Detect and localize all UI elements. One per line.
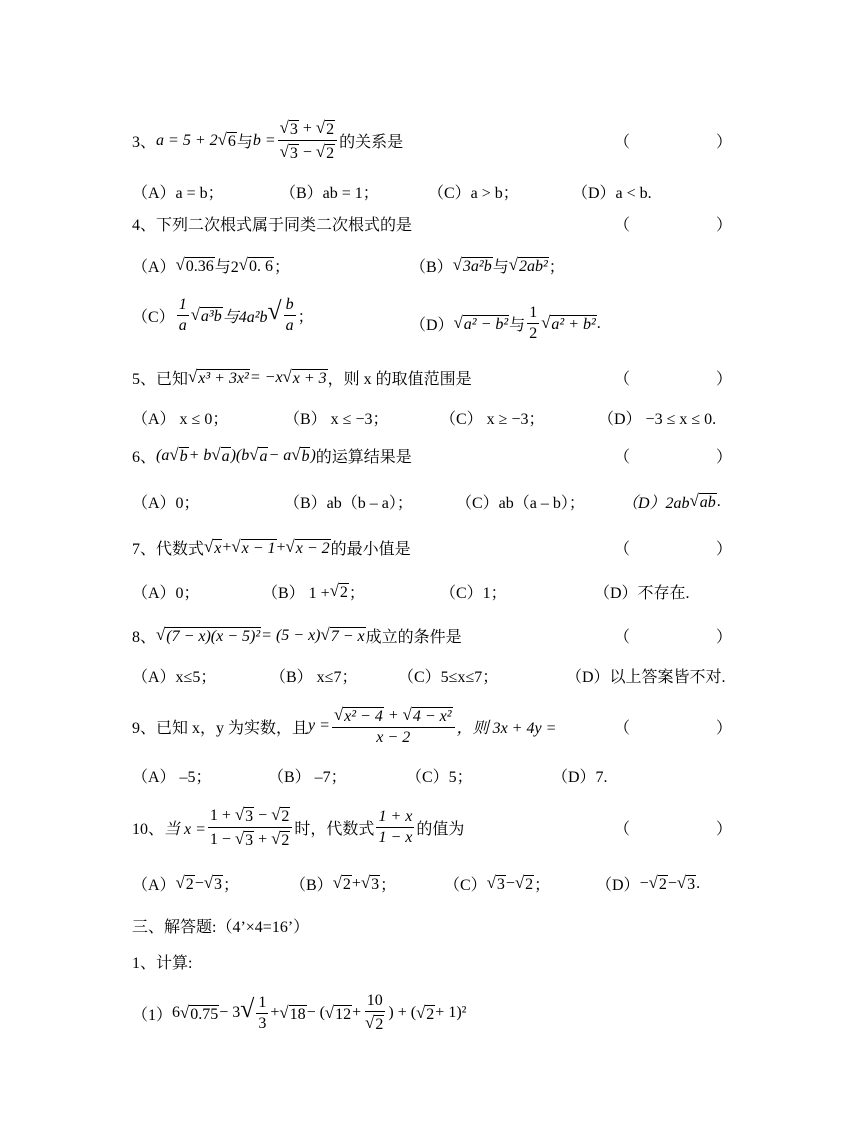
q3-option-d[interactable]: （D）a < b. <box>572 185 652 202</box>
q3-option-b[interactable]: （B）ab = 1； <box>280 185 379 202</box>
q7-option-a[interactable]: （A）0； <box>132 585 200 602</box>
q4-option-d[interactable]: （D） √ a² − b² 与 $\frac{1}{2}$ √ a² + b² . <box>410 304 601 343</box>
q3-fraction: √ 3 + √ 2 √ 3 − √ 2 <box>278 118 337 164</box>
question-number: 3、 <box>132 134 157 152</box>
q7-option-c[interactable]: （C）1； <box>440 585 507 602</box>
answer-blank[interactable]: （ ） <box>613 449 732 466</box>
q9-option-d[interactable]: （D）7. <box>552 769 608 786</box>
q7-option-d[interactable]: （D）不存在. <box>594 585 690 602</box>
q5-option-d[interactable]: （D） −3 ≤ x ≤ 0. <box>598 411 717 428</box>
answer-blank[interactable]: （ ） <box>613 629 732 646</box>
question-6: 6、 (a √ b + b √ a )(b √ a − a √ b ) 的运算结果是 （ ） <box>132 445 732 466</box>
q3-expr-b-label: b = <box>252 131 276 149</box>
q3-option-c[interactable]: （C）a > b； <box>428 185 519 202</box>
answer-blank[interactable]: （ ） <box>613 134 732 152</box>
question-4 <box>132 212 732 235</box>
answer-blank[interactable]: （ ） <box>613 821 732 839</box>
section-heading: 三、解答题:（4’×4=16’） <box>132 919 310 936</box>
q6-option-c[interactable]: （C）ab（a – b）； <box>456 495 585 512</box>
q10-option-b[interactable]: （B） √ 2 + √ 3 ； <box>290 873 397 894</box>
q6-option-d[interactable]: （D）2ab √ ab . <box>622 491 721 512</box>
q3-option-a[interactable]: （A）a = b； <box>132 185 224 202</box>
q8-option-b[interactable]: （B） x≤7； <box>270 669 358 686</box>
question-7: 7、 代数式 √ x + √ x − 1 + √ x − 2 的最小值是 （ ） <box>132 537 732 558</box>
q4-option-a[interactable]: （A） √ 0.36 与2 √ 0. 6 ； <box>132 255 291 276</box>
question-5: 5、 已知 √ x³ + 3x² = −x √ x + 3 ，则 x 的取值范围是 （ ） <box>132 367 732 388</box>
question-10: 10、 当 x = 1 + √ 3 − √ 2 1 − √ 3 + √ 2 时，代数式 $\frac{1 + x}{1 - x}$ 的值为 （ ） <box>132 805 732 850</box>
question-8: 8、 √ (7 − x)(x − 5)² = (5 − x) √ 7 − x 成立的条件是 （ ） <box>132 625 732 646</box>
q10-option-a[interactable]: （A） √ 2 − √ 3 ； <box>132 873 240 894</box>
subsection-heading: 1、计算: <box>132 955 193 972</box>
question-number: 4、 <box>132 217 157 234</box>
q4-option-b[interactable]: （B） √ 3a²b 与 √ 2ab² ； <box>410 255 565 276</box>
answer-blank[interactable]: （ ） <box>613 217 732 234</box>
q5-option-a[interactable]: （A） x ≤ 0； <box>132 411 229 428</box>
answer-blank[interactable]: （ ） <box>613 719 732 737</box>
q6-option-b[interactable]: （B）ab（b – a）； <box>284 495 413 512</box>
q3-text: 的关系是 <box>339 134 404 152</box>
q5-option-b[interactable]: （B） x ≤ −3； <box>284 411 389 428</box>
q9-fraction: √ x² − 4 + √ 4 − x² x − 2 <box>332 705 455 748</box>
q9-option-c[interactable]: （C）5； <box>406 769 473 786</box>
q10-fraction-expr: $\frac{1 + x}{1 - x}$ <box>378 808 413 847</box>
q8-option-d[interactable]: （D）以上答案皆不对. <box>566 669 726 686</box>
q8-option-a[interactable]: （A）x≤5； <box>132 669 217 686</box>
q3-connector: 与 <box>236 134 253 152</box>
answer-blank[interactable]: （ ） <box>613 371 732 388</box>
q9-option-a[interactable]: （A） –5； <box>132 769 212 786</box>
q10-option-c[interactable]: （C） √ 3 − √ 2 ； <box>444 873 551 894</box>
q5-option-c[interactable]: （C） x ≥ −3； <box>440 411 545 428</box>
q10-option-d[interactable]: （D） − √ 2 − √ 3 . <box>596 873 701 894</box>
question-9: 9、 已知 x，y 为实数，且 y = √ x² − 4 + √ 4 − x² x − 2 ，则 3x + 4y = （ ） <box>132 705 732 747</box>
q6-option-a[interactable]: （A）0； <box>132 495 200 512</box>
q3-expr-a: a = 5 + 2 <box>156 131 218 149</box>
answer-blank[interactable]: （ ） <box>613 541 732 558</box>
question-3 <box>132 118 732 164</box>
q7-option-b[interactable]: （B） 1 + √ 2 ； <box>262 581 365 602</box>
calc-problem-1: （1） 6 √ 0.75 − 3 √ $\frac{1}{3}$ + √ 18 − ( √ 12 + 10 √ 2 ) + ( √ 2 + 1)² <box>132 992 467 1034</box>
q8-option-c[interactable]: （C）5≤x≤7； <box>398 669 499 686</box>
q4-option-c[interactable]: （C） $\frac{1}{a}$ √ a³b 与4a²b √ $\frac{b}{a}$ ； <box>132 296 314 335</box>
q10-fraction-x: 1 + √ 3 − √ 2 1 − √ 3 + √ 2 <box>208 805 293 851</box>
q9-option-b[interactable]: （B） –7； <box>268 769 347 786</box>
sqrt-6: √ 6 <box>217 130 236 151</box>
q4-text: 下列二次根式属于同类二次根式的是 <box>156 217 413 234</box>
